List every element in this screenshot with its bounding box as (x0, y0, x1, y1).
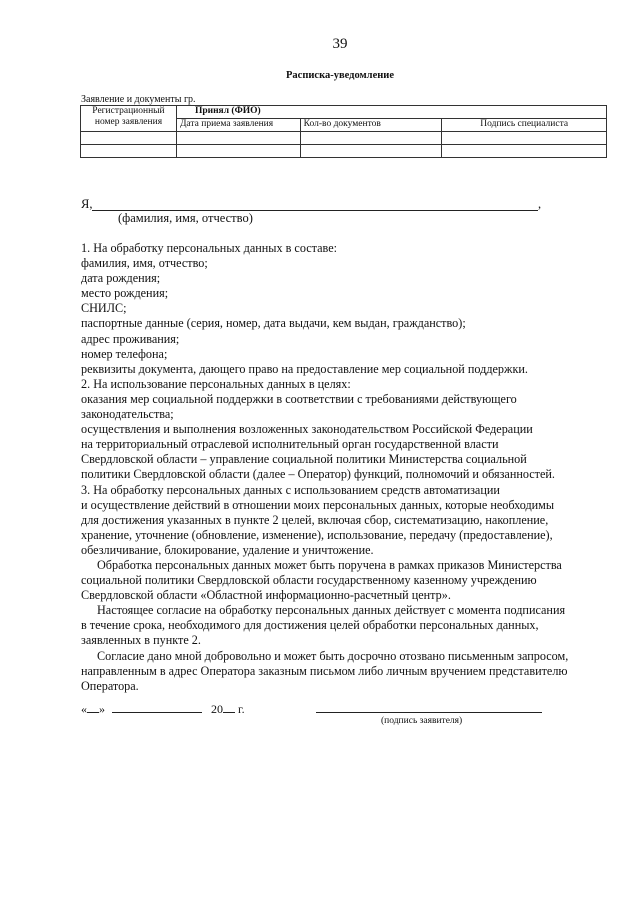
day-blank (87, 712, 99, 713)
text-line: фамилия, имя, отчество; (81, 256, 208, 271)
date-close-quote: » (99, 702, 105, 716)
text-line: Свердловской области – управление социальной политики Министерства социальной (81, 452, 527, 467)
applicant-signature-blank (316, 712, 542, 713)
receipt-table (80, 105, 607, 158)
table-row (81, 132, 607, 145)
text-line: социальной политики Свердловской области государственному казенному учреждению (81, 573, 537, 588)
text-line: Настоящее согласие на обработку персональных данных действует с момента подписания (97, 603, 566, 618)
text-line: номер телефона; (81, 346, 168, 361)
document-title: Расписка-уведомление (286, 70, 394, 81)
text-line: на территориальный отраслевой исполнительный орган государственной власти (81, 437, 499, 452)
docs-count-header: Кол-во документов (300, 119, 442, 132)
text-line: направленным в адрес Оператора заказным письмом либо личным вручением представителю (81, 663, 568, 678)
signature-caption: (подпись заявителя) (381, 716, 463, 726)
date-received-header: Дата приема заявления (176, 119, 300, 132)
text-line: оказания мер социальной поддержки в соответствии с требованиями действующего (81, 391, 517, 406)
text-line: заявленных в пункте 2. (81, 633, 201, 648)
table-cell (300, 145, 442, 158)
date-line (81, 702, 245, 717)
table-row (81, 145, 607, 158)
year-suffix: г. (238, 702, 245, 716)
specialist-signature-header: Подпись специалиста (442, 119, 607, 132)
text-line: осуществления и выполнения возложенных законодательством Российской Федерации (81, 422, 533, 437)
text-line: законодательства; (81, 407, 174, 422)
date-open-quote: « (81, 702, 87, 716)
ya-label: Я, (81, 197, 93, 211)
table-cell (176, 145, 300, 158)
text-line: Свердловской области «Областной информационно-расчетный центр». (81, 588, 451, 603)
fio-hint: (фамилия, имя, отчество) (118, 211, 253, 225)
text-line: политики Свердловской области (далее – Оператор) функций, полномочий и обязанностей. (81, 467, 555, 482)
table-cell (442, 132, 607, 145)
text-line: хранение, уточнение (обновление, изменение), использование, передачу (предоставление), (81, 527, 553, 542)
month-blank (112, 712, 202, 713)
text-line: Согласие дано мной добровольно и может быть досрочно отозвано письменным запросом, (97, 648, 569, 663)
applicant-label: Заявление и документы гр. (81, 94, 196, 105)
text-line: обезличивание, блокирование, удаление и уничтожение. (81, 542, 374, 557)
text-line: место рождения; (81, 286, 169, 301)
text-line: 3. На обработку персональных данных с использованием средств автоматизации (81, 482, 500, 497)
ya-comma: , (538, 197, 542, 211)
consent-text (81, 241, 621, 694)
table-cell (442, 145, 607, 158)
accepted-by-header: Принял (ФИО) (176, 106, 606, 119)
table-cell (176, 132, 300, 145)
year-blank (223, 712, 235, 713)
table-header-row (81, 106, 607, 119)
text-line: и осуществление действий в отношении моих персональных данных, которые необходимы (81, 497, 555, 512)
text-line: паспортные данные (серия, номер, дата выдачи, кем выдан, гражданство); (81, 316, 466, 331)
table-cell (81, 132, 177, 145)
page-number: 39 (332, 36, 348, 52)
text-line: дата рождения; (81, 271, 161, 286)
text-line: СНИЛС; (81, 301, 127, 316)
text-line: реквизиты документа, дающего право на предоставление мер социальной поддержки. (81, 361, 528, 376)
table-cell (300, 132, 442, 145)
text-line: 2. На использование персональных данных в целях: (81, 376, 351, 391)
text-line: Оператора. (81, 678, 139, 693)
table-cell (81, 145, 177, 158)
year-prefix: 20 (211, 702, 223, 716)
text-line: в течение срока, необходимого для достижения целей обработки персональных данных, (81, 618, 539, 633)
text-line: для достижения указанных в пункте 2 целей, включая сбор, систематизацию, накопление, (81, 512, 549, 527)
text-line: Обработка персональных данных может быть поручена в рамках приказов Министерства (97, 557, 562, 572)
text-line: 1. На обработку персональных данных в составе: (81, 241, 338, 255)
text-line: адрес проживания; (81, 331, 180, 346)
reg-number-header: Регистрационный номер заявления (81, 106, 177, 132)
